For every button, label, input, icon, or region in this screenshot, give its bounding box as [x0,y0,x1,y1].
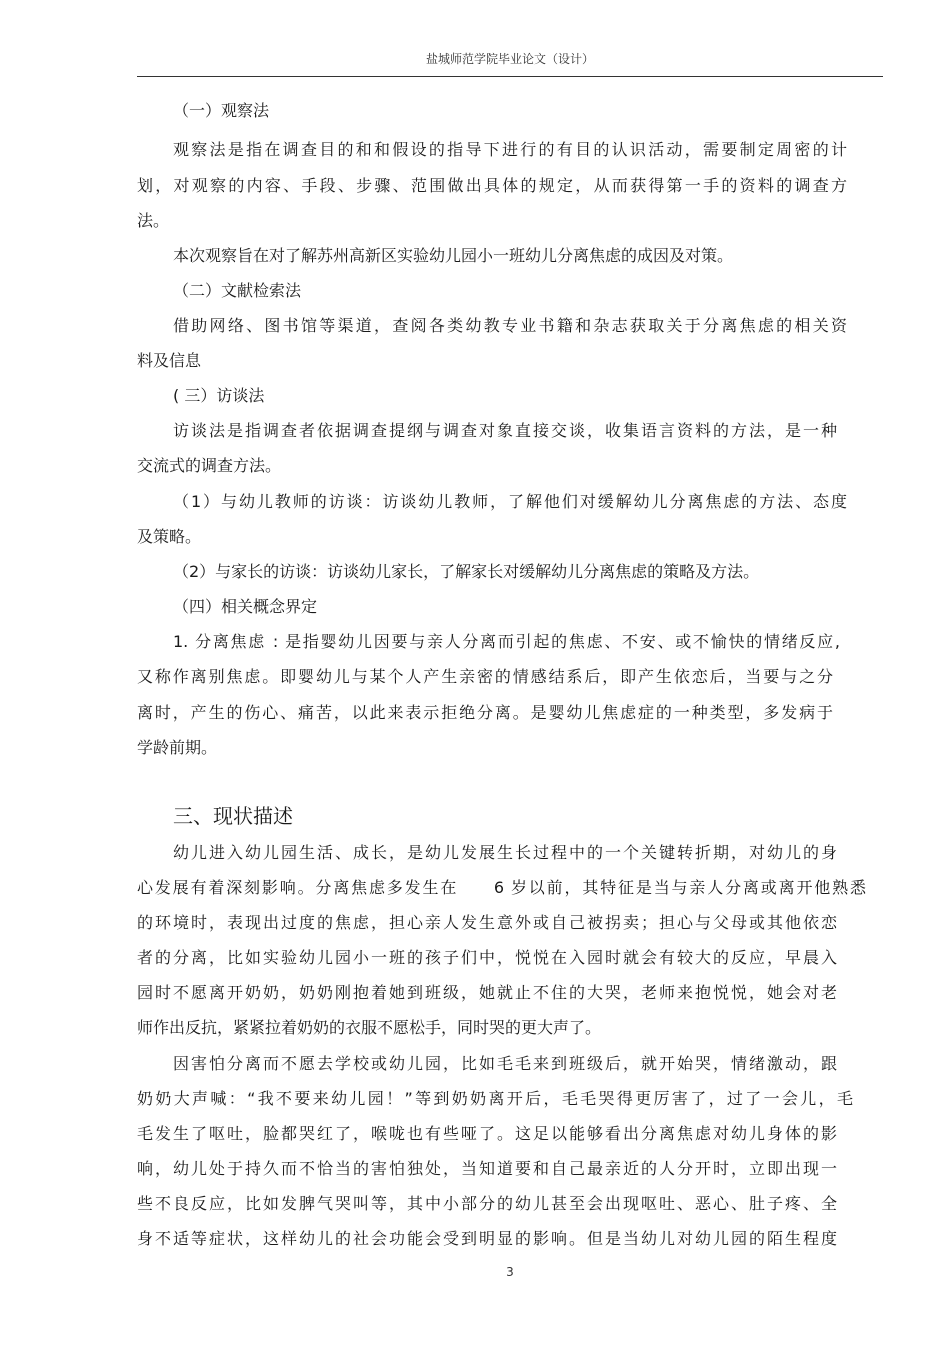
paragraph-line: 身不适等症状，这样幼儿的社会功能会受到明显的影响。但是当幼儿对幼儿园的陌生程度 [137,1229,837,1248]
paragraph-line: 划，对观察的内容、手段、步骤、范围做出具体的规定，从而获得第一手的资料的调查方 [137,176,847,195]
subsection-heading-observation: （一）观察法 [173,101,270,120]
paragraph-line: 园时不愿离开奶奶，奶奶刚抱着她到班级，她就止不住的大哭，老师来抱悦悦，她会对老 [137,983,837,1002]
definition-line: 学龄前期。 [137,738,218,757]
paragraph-line: 奶奶大声喊：“我不要来幼儿园！”等到奶奶离开后，毛毛哭得更厉害了，过了一会儿，毛 [137,1089,853,1108]
paragraph-line: 师作出反抗，紧紧拉着奶奶的衣服不愿松手，同时哭的更大声了。 [137,1018,602,1037]
paragraph-line: 心发展有着深刻影响。分离焦虑多发生在 6 岁以前，其特征是当与亲人分离或离开他熟悉 [137,878,866,897]
subsection-heading-definitions: （四）相关概念界定 [173,597,318,616]
list-item-line: 及策略。 [137,527,202,546]
paragraph-line: 交流式的调查方法。 [137,456,282,475]
subsection-heading-interview: ( 三）访谈法 [173,386,265,405]
paragraph-line: 本次观察旨在对了解苏州高新区实验幼儿园小一班幼儿分离焦虑的成因及对策。 [173,246,734,265]
definition-line: 又称作离别焦虑。即婴幼儿与某个人产生亲密的情感结系后，即产生依恋后，当要与之分 [137,667,833,686]
paragraph-line: 访谈法是指调查者依据调查提纲与调查对象直接交谈，收集语言资料的方法，是一种 [173,421,837,440]
paragraph-line: 者的分离，比如实验幼儿园小一班的孩子们中，悦悦在入园时就会有较大的反应，早晨入 [137,948,837,967]
subsection-heading-literature: （二）文献检索法 [173,281,302,300]
paragraph-line: 法。 [137,211,170,230]
paragraph-line: 料及信息 [137,351,202,370]
page-number: 3 [506,1265,514,1279]
list-item-line: （1）与幼儿教师的访谈：访谈幼儿教师，了解他们对缓解幼儿分离焦虑的方法、态度 [173,492,847,511]
paragraph-line: 些不良反应，比如发脾气哭叫等，其中小部分的幼儿甚至会出现呕吐、恶心、肚子疼、全 [137,1194,837,1213]
definition-line: 1. 分离焦虑 : 是指婴幼儿因要与亲人分离而引起的焦虑、不安、或不愉快的情绪反应, [173,632,840,651]
paragraph-line: 的环境时，表现出过度的焦虑，担心亲人发生意外或自己被拐卖；担心与父母或其他依恋 [137,913,837,932]
paragraph-line: 幼儿进入幼儿园生活、成长，是幼儿发展生长过程中的一个关键转折期，对幼儿的身 [173,843,837,862]
header-rule [137,76,883,77]
paragraph-line: 毛发生了呕吐，脸都哭红了，喉咙也有些哑了。这足以能够看出分离焦虑对幼儿身体的影 [137,1124,837,1143]
paragraph-line: 因害怕分离而不愿去学校或幼儿园，比如毛毛来到班级后，就开始哭，情绪激动，跟 [173,1054,837,1073]
paragraph-line: 观察法是指在调查目的和和假设的指导下进行的有目的认识活动，需要制定周密的计 [173,140,847,159]
paragraph-line: 借助网络、图书馆等渠道，查阅各类幼教专业书籍和杂志获取关于分离焦虑的相关资 [173,316,847,335]
section-heading-status: 三、现状描述 [173,804,293,828]
paragraph-line: 响，幼儿处于持久而不恰当的害怕独处，当知道要和自己最亲近的人分开时，立即出现一 [137,1159,837,1178]
running-header: 盐城师范学院毕业论文（设计） [425,52,594,66]
definition-line: 离时，产生的伤心、痛苦，以此来表示拒绝分离。是婴幼儿焦虑症的一种类型，多发病于 [137,703,833,722]
list-item-line: （2）与家长的访谈：访谈幼儿家长，了解家长对缓解幼儿分离焦虑的策略及方法。 [173,562,760,581]
